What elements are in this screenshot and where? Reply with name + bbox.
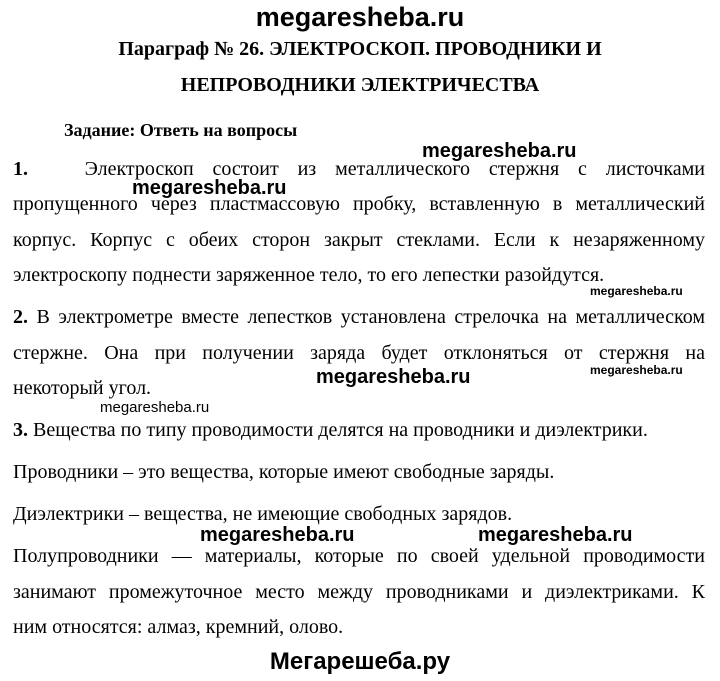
watermark: megaresheba.ru <box>590 363 683 377</box>
answer-3-semiconductors-line-3: ним относятся: алмаз, кремний, олово. <box>13 616 344 638</box>
site-header-watermark: megaresheba.ru <box>255 2 465 32</box>
answer-1-number: 1. <box>13 158 28 180</box>
answer-3-conductors: Проводники – это вещества, которые имеют свободные заряды. <box>13 461 555 483</box>
answer-1-text: Электроскоп состоит из металлического стержня с листочками <box>84 158 706 180</box>
answer-3-number: 3. <box>13 419 28 441</box>
answer-3-line-1 <box>13 419 648 442</box>
answer-1-line-2: пропущенного через пластмассовую пробку, вставленную в металлический <box>13 193 705 215</box>
answer-3-text: Вещества по типу проводимости делятся на проводники и диэлектрики. <box>33 419 648 441</box>
watermark: megaresheba.ru <box>478 524 633 546</box>
answer-2-text: В электрометре вместе лепестков установлена стрелочка на металлическом <box>36 306 706 328</box>
watermark: megaresheba.ru <box>200 524 355 546</box>
answer-1-line-3: корпус. Корпус с обеих сторон закрыт стеклами. Если к незаряженному <box>13 229 705 251</box>
page-title-line-1: Параграф № 26. ЭЛЕКТРОСКОП. ПРОВОДНИКИ И <box>118 38 602 60</box>
watermark: megaresheba.ru <box>316 366 471 388</box>
answer-2-line-1 <box>13 306 705 329</box>
page-title-line-2: НЕПРОВОДНИКИ ЭЛЕКТРИЧЕСТВА <box>180 74 540 96</box>
answer-3-semiconductors-line-2: занимают промежуточное место между проводниками и диэлектриками. К <box>13 581 705 603</box>
watermark: megaresheba.ru <box>132 177 287 199</box>
answer-2-number: 2. <box>13 306 28 328</box>
watermark: megaresheba.ru <box>422 140 577 162</box>
watermark: megaresheba.ru <box>100 399 210 416</box>
answer-2-line-3: некоторый угол. <box>13 377 152 399</box>
task-heading: Задание: Ответь на вопросы <box>64 120 298 140</box>
answer-1-line-4: электроскопу поднести заряженное тело, то его лепестки разойдутся. <box>13 264 605 286</box>
answer-3-dielectrics: Диэлектрики – вещества, не имеющие свободных зарядов. <box>13 503 513 525</box>
answer-3-semiconductors-line-1: Полупроводники — материалы, которые по своей удельной проводимости <box>13 545 705 567</box>
answer-2-line-2: стержне. Она при получении заряда будет отклоняться от стержня на <box>13 342 705 364</box>
answer-1-line-1 <box>13 158 705 181</box>
site-footer-watermark: Мегарешеба.ру <box>269 648 451 675</box>
watermark: megaresheba.ru <box>590 284 683 298</box>
